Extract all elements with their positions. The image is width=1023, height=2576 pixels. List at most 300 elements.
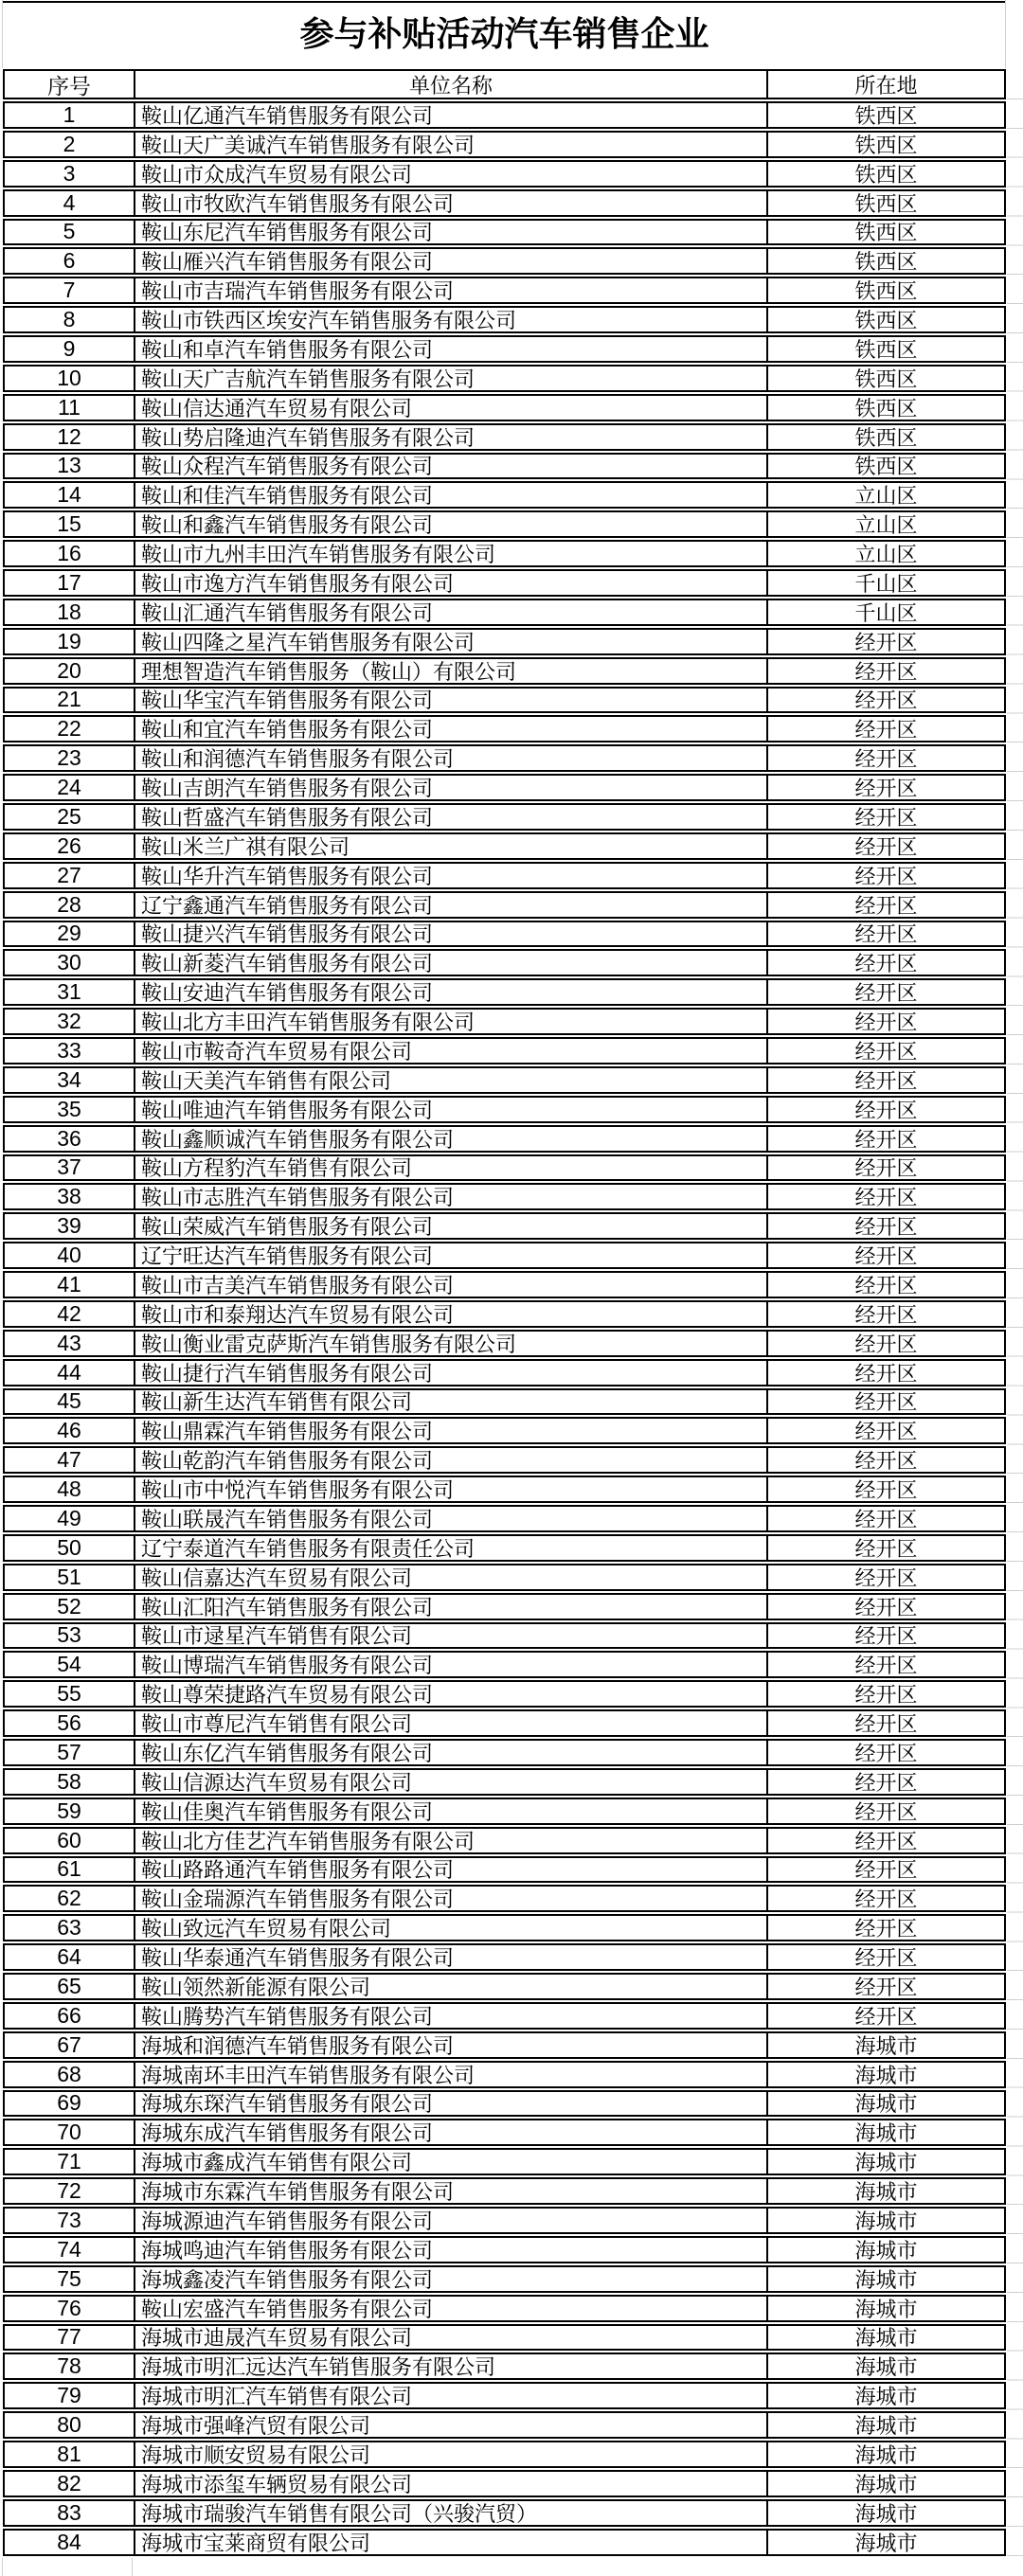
row-number-cell: 81	[5, 2442, 135, 2466]
table-row	[3, 2090, 1006, 2118]
location-cell: 经开区	[766, 1068, 1004, 1092]
company-name-cell: 辽宁旺达汽车销售服务有限公司	[141, 1244, 434, 1267]
company-name-cell: 鞍山信达通汽车贸易有限公司	[141, 396, 413, 420]
location-cell: 海城市	[766, 2120, 1004, 2144]
table-row	[3, 131, 1006, 158]
company-name-cell: 鞍山吉朗汽车销售服务有限公司	[141, 777, 434, 799]
table-row	[3, 2324, 1006, 2352]
company-name-cell: 鞍山路路通汽车销售服务有限公司	[141, 1858, 455, 1882]
location-cell: 经开区	[766, 1741, 1004, 1764]
location-cell: 铁西区	[766, 337, 1004, 361]
company-name-cell: 鞍山捷兴汽车销售服务有限公司	[141, 922, 434, 946]
row-number-cell: 38	[5, 1185, 135, 1208]
location-cell: 经开区	[766, 1302, 1004, 1326]
location-cell: 经开区	[766, 1390, 1004, 1414]
company-name-cell: 鞍山华泰通汽车销售服务有限公司	[141, 1946, 455, 1969]
location-cell: 经开区	[766, 1127, 1004, 1151]
table-row	[3, 1008, 1006, 1035]
table-row	[3, 1622, 1006, 1650]
table-row	[3, 1037, 1006, 1064]
row-number-cell: 64	[5, 1945, 135, 1969]
company-name-cell: 鞍山乾韵汽车销售服务有限公司	[141, 1449, 434, 1473]
row-number-cell: 67	[5, 2033, 135, 2057]
location-cell: 铁西区	[766, 191, 1004, 215]
row-number-cell: 41	[5, 1273, 135, 1297]
table-row	[3, 2236, 1006, 2263]
location-cell: 经开区	[766, 1098, 1004, 1121]
company-name-cell: 理想智造汽车销售服务（鞍山）有限公司	[141, 659, 517, 683]
location-cell: 经开区	[766, 1536, 1004, 1560]
company-name-cell: 海城市明汇汽车销售有限公司	[141, 2385, 413, 2408]
location-cell: 经开区	[766, 805, 1004, 829]
location-cell: 铁西区	[766, 278, 1004, 302]
company-name-cell: 鞍山市吉瑞汽车销售服务有限公司	[141, 279, 455, 303]
location-cell: 经开区	[766, 1711, 1004, 1735]
company-name-cell: 鞍山鑫顺诚汽车销售服务有限公司	[141, 1127, 455, 1151]
row-number-cell: 50	[5, 1536, 135, 1560]
company-name-cell: 海城市瑞骏汽车销售有限公司（兴骏汽贸）	[141, 2501, 538, 2525]
row-number-cell: 34	[5, 1068, 135, 1092]
row-number-cell: 71	[5, 2150, 135, 2174]
dealers-table	[3, 69, 1006, 2556]
company-name-cell: 鞍山宏盛汽车销售服务有限公司	[141, 2297, 434, 2320]
row-number-cell: 54	[5, 1653, 135, 1676]
location-cell: 经开区	[766, 1448, 1004, 1472]
company-name-cell: 海城南环丰田汽车销售服务有限公司	[141, 2063, 476, 2086]
row-number-cell: 44	[5, 1361, 135, 1385]
table-header-row	[3, 69, 1006, 99]
table-row	[3, 1593, 1006, 1620]
row-number-cell: 23	[5, 746, 135, 770]
table-row	[3, 1827, 1006, 1854]
company-name-cell: 鞍山和宜汽车销售服务有限公司	[141, 718, 434, 742]
table-row	[3, 1446, 1006, 1474]
row-number-cell: 51	[5, 1565, 135, 1589]
row-number-cell: 63	[5, 1916, 135, 1940]
location-cell: 海城市	[766, 2179, 1004, 2203]
faint-gridline-bottom-left	[2, 2558, 3, 2576]
company-name-cell: 鞍山市逯星汽车销售有限公司	[141, 1624, 413, 1648]
table-row	[3, 394, 1006, 421]
row-number-cell: 78	[5, 2354, 135, 2378]
company-name-cell: 鞍山市志胜汽车销售服务有限公司	[141, 1186, 455, 1209]
table-row	[3, 891, 1006, 919]
table-row	[3, 2529, 1006, 2556]
table-row	[3, 1271, 1006, 1298]
company-name-cell: 鞍山市牧欧汽车销售服务有限公司	[141, 191, 455, 215]
company-name-cell: 海城鸣迪汽车销售服务有限公司	[141, 2238, 434, 2262]
table-row	[3, 481, 1006, 509]
faint-gridline-bottom-divider	[132, 2558, 133, 2576]
company-name-cell: 鞍山市尊尼汽车销售有限公司	[141, 1712, 413, 1735]
row-number-cell: 10	[5, 367, 135, 390]
company-name-cell: 鞍山市众成汽车贸易有限公司	[141, 162, 413, 186]
company-name-cell: 鞍山市铁西区埃安汽车销售服务有限公司	[141, 309, 517, 331]
location-cell: 经开区	[766, 2004, 1004, 2028]
location-cell: 海城市	[766, 2297, 1004, 2320]
row-number-cell: 62	[5, 1887, 135, 1910]
location-cell: 海城市	[766, 2413, 1004, 2437]
company-name-cell: 鞍山汇通汽车销售服务有限公司	[141, 600, 434, 624]
table-row	[3, 2119, 1006, 2146]
location-cell: 海城市	[766, 2063, 1004, 2086]
table-row	[3, 2207, 1006, 2234]
row-number-cell: 4	[5, 191, 135, 215]
company-name-cell: 鞍山华升汽车销售服务有限公司	[141, 864, 434, 887]
row-number-cell: 2	[5, 133, 135, 156]
table-row	[3, 306, 1006, 333]
row-number-cell: 47	[5, 1448, 135, 1472]
location-cell: 经开区	[766, 1975, 1004, 1998]
row-number-cell: 56	[5, 1711, 135, 1735]
company-name-cell: 海城源迪汽车销售服务有限公司	[141, 2209, 434, 2232]
location-cell: 铁西区	[766, 455, 1004, 478]
row-number-cell: 29	[5, 922, 135, 946]
table-row	[3, 1914, 1006, 1941]
table-row	[3, 277, 1006, 304]
company-name-cell: 鞍山北方丰田汽车销售服务有限公司	[141, 1011, 476, 1033]
table-row	[3, 453, 1006, 480]
location-cell: 经开区	[766, 1477, 1004, 1501]
company-name-cell: 鞍山信嘉达汽车贸易有限公司	[141, 1565, 413, 1589]
location-cell: 经开区	[766, 980, 1004, 1004]
location-cell: 千山区	[766, 571, 1004, 595]
table-row	[3, 2441, 1006, 2468]
location-cell: 经开区	[766, 922, 1004, 946]
company-name-cell: 鞍山北方佳艺汽车销售服务有限公司	[141, 1829, 476, 1852]
row-number-cell: 1	[5, 103, 135, 127]
table-row	[3, 2352, 1006, 2380]
table-row	[3, 2295, 1006, 2322]
row-number-cell: 24	[5, 776, 135, 799]
company-name-cell: 鞍山市鞍奇汽车贸易有限公司	[141, 1039, 413, 1063]
company-name-cell: 鞍山鼎霖汽车销售服务有限公司	[141, 1420, 434, 1443]
location-cell: 铁西区	[766, 133, 1004, 156]
company-name-cell: 鞍山腾势汽车销售服务有限公司	[141, 2004, 434, 2028]
table-row	[3, 2470, 1006, 2497]
company-name-cell: 海城市强峰汽贸有限公司	[141, 2414, 371, 2437]
table-row	[3, 1798, 1006, 1825]
company-name-cell: 鞍山新菱汽车销售服务有限公司	[141, 952, 434, 975]
location-cell: 经开区	[766, 1010, 1004, 1033]
row-number-cell: 5	[5, 221, 135, 244]
location-cell: 经开区	[766, 1624, 1004, 1648]
table-row	[3, 1709, 1006, 1737]
location-cell: 经开区	[766, 893, 1004, 917]
row-number-cell: 6	[5, 249, 135, 273]
company-name-cell: 鞍山雁兴汽车销售服务有限公司	[141, 250, 434, 274]
company-name-cell: 鞍山亿通汽车销售服务有限公司	[141, 103, 434, 127]
company-name-cell: 海城市迪晟汽车贸易有限公司	[141, 2326, 413, 2350]
row-number-cell: 11	[5, 396, 135, 420]
page-title: 参与补贴活动汽车销售企业	[299, 14, 709, 53]
location-cell: 海城市	[766, 2354, 1004, 2378]
location-cell: 经开区	[766, 1945, 1004, 1969]
company-name-cell: 鞍山华宝汽车销售服务有限公司	[141, 689, 434, 712]
table-row	[3, 628, 1006, 655]
table-row	[3, 2265, 1006, 2293]
company-name-cell: 鞍山方程豹汽车销售有限公司	[141, 1156, 413, 1180]
row-number-cell: 42	[5, 1302, 135, 1326]
company-name-cell: 鞍山汇阳汽车销售服务有限公司	[141, 1595, 434, 1619]
row-number-cell: 68	[5, 2063, 135, 2086]
table-row	[3, 949, 1006, 976]
row-number-cell: 75	[5, 2267, 135, 2291]
company-name-cell: 海城鑫凌汽车销售服务有限公司	[141, 2267, 434, 2291]
company-name-cell: 鞍山唯迪汽车销售服务有限公司	[141, 1098, 434, 1121]
right-margin-gridlines	[1007, 70, 1023, 2576]
company-name-cell: 鞍山安迪汽车销售服务有限公司	[141, 981, 434, 1005]
location-cell: 海城市	[766, 2209, 1004, 2232]
company-name-cell: 鞍山势启隆迪汽车销售服务有限公司	[141, 425, 476, 449]
location-cell: 铁西区	[766, 367, 1004, 390]
row-number-cell: 14	[5, 483, 135, 507]
table-row	[3, 2411, 1006, 2439]
location-cell: 立山区	[766, 483, 1004, 507]
table-row	[3, 1066, 1006, 1094]
table-row	[3, 1330, 1006, 1357]
row-number-cell: 17	[5, 571, 135, 595]
company-name-cell: 鞍山四隆之星汽车销售服务有限公司	[141, 630, 476, 653]
row-number-cell: 82	[5, 2472, 135, 2496]
company-name-cell: 鞍山市逸方汽车销售服务有限公司	[141, 571, 455, 595]
row-number-cell: 74	[5, 2238, 135, 2262]
table-row	[3, 921, 1006, 948]
table-row	[3, 1154, 1006, 1182]
row-number-cell: 3	[5, 162, 135, 186]
company-name-cell: 鞍山天美汽车销售有限公司	[141, 1068, 392, 1092]
company-name-cell: 鞍山东亿汽车销售服务有限公司	[141, 1741, 434, 1764]
table-row	[3, 2148, 1006, 2175]
table-row	[3, 569, 1006, 597]
table-row	[3, 1505, 1006, 1532]
table-row	[3, 2031, 1006, 2059]
row-number-cell: 60	[5, 1829, 135, 1852]
row-number-cell: 61	[5, 1858, 135, 1882]
table-row	[3, 978, 1006, 1006]
table-row	[3, 510, 1006, 538]
row-number-cell: 9	[5, 337, 135, 361]
location-cell: 经开区	[766, 746, 1004, 770]
row-number-cell: 39	[5, 1214, 135, 1238]
row-number-cell: 33	[5, 1039, 135, 1063]
row-number-cell: 84	[5, 2531, 135, 2554]
location-cell: 经开区	[766, 1653, 1004, 1676]
location-cell: 经开区	[766, 1273, 1004, 1297]
row-number-cell: 15	[5, 512, 135, 536]
company-name-cell: 鞍山市九州丰田汽车销售服务有限公司	[141, 543, 496, 565]
header-location: 所在地	[766, 71, 1004, 98]
row-number-cell: 26	[5, 834, 135, 858]
company-name-cell: 海城东琛汽车销售服务有限公司	[141, 2092, 434, 2116]
table-row	[3, 1739, 1006, 1766]
row-number-cell: 22	[5, 717, 135, 741]
location-cell: 经开区	[766, 630, 1004, 653]
row-number-cell: 57	[5, 1741, 135, 1764]
location-cell: 经开区	[766, 1565, 1004, 1589]
location-cell: 海城市	[766, 2531, 1004, 2554]
row-number-cell: 20	[5, 659, 135, 683]
company-name-cell: 海城市明汇远达汽车销售服务有限公司	[141, 2355, 496, 2379]
location-cell: 经开区	[766, 1507, 1004, 1530]
location-cell: 海城市	[766, 2033, 1004, 2057]
location-cell: 经开区	[766, 1887, 1004, 1910]
table-row	[3, 423, 1006, 451]
table-row	[3, 1680, 1006, 1708]
row-number-cell: 65	[5, 1975, 135, 1998]
table-row	[3, 832, 1006, 860]
company-name-cell: 鞍山荣威汽车销售服务有限公司	[141, 1215, 434, 1239]
table-row	[3, 365, 1006, 392]
row-number-cell: 19	[5, 630, 135, 653]
row-number-cell: 28	[5, 893, 135, 917]
company-name-cell: 海城东成汽车销售服务有限公司	[141, 2121, 434, 2145]
row-number-cell: 13	[5, 455, 135, 478]
row-number-cell: 69	[5, 2092, 135, 2116]
location-cell: 经开区	[766, 1682, 1004, 1706]
company-name-cell: 鞍山尊荣捷路汽车贸易有限公司	[141, 1683, 434, 1707]
row-number-cell: 48	[5, 1477, 135, 1501]
table-row	[3, 803, 1006, 831]
row-number-cell: 53	[5, 1624, 135, 1648]
row-number-cell: 18	[5, 600, 135, 624]
company-name-cell: 鞍山和卓汽车销售服务有限公司	[141, 337, 434, 361]
location-cell: 经开区	[766, 717, 1004, 741]
location-cell: 经开区	[766, 1595, 1004, 1619]
row-number-cell: 77	[5, 2326, 135, 2350]
location-cell: 经开区	[766, 659, 1004, 683]
table-row	[3, 1534, 1006, 1562]
row-number-cell: 21	[5, 689, 135, 712]
location-cell: 经开区	[766, 1770, 1004, 1794]
company-name-cell: 海城和润德汽车销售服务有限公司	[141, 2033, 455, 2057]
company-name-cell: 鞍山哲盛汽车销售服务有限公司	[141, 805, 434, 829]
location-cell: 经开区	[766, 1799, 1004, 1823]
row-number-cell: 32	[5, 1010, 135, 1033]
header-company-name: 单位名称	[408, 73, 493, 98]
location-cell: 千山区	[766, 600, 1004, 624]
location-cell: 铁西区	[766, 396, 1004, 420]
company-name-cell: 海城市顺安贸易有限公司	[141, 2442, 371, 2466]
table-row	[3, 247, 1006, 275]
location-cell: 经开区	[766, 1419, 1004, 1442]
table-row	[3, 1417, 1006, 1444]
row-number-cell: 25	[5, 805, 135, 829]
table-row	[3, 1564, 1006, 1591]
location-cell: 经开区	[766, 864, 1004, 887]
table-row	[3, 189, 1006, 217]
company-name-cell: 鞍山和鑫汽车销售服务有限公司	[141, 513, 434, 537]
row-number-cell: 16	[5, 542, 135, 565]
company-name-cell: 海城市添玺车辆贸易有限公司	[141, 2472, 413, 2496]
location-cell: 经开区	[766, 1243, 1004, 1267]
row-number-cell: 66	[5, 2004, 135, 2028]
company-name-cell: 辽宁泰道汽车销售服务有限责任公司	[141, 1536, 476, 1560]
row-number-cell: 55	[5, 1682, 135, 1706]
company-name-cell: 鞍山联晟汽车销售服务有限公司	[141, 1507, 434, 1530]
row-number-cell: 37	[5, 1156, 135, 1180]
row-number-cell: 83	[5, 2501, 135, 2525]
row-number-cell: 27	[5, 864, 135, 887]
table-row	[3, 1885, 1006, 1912]
table-row	[3, 599, 1006, 626]
row-number-cell: 40	[5, 1243, 135, 1267]
company-name-cell: 鞍山金瑞源汽车销售服务有限公司	[141, 1887, 455, 1911]
table-row	[3, 715, 1006, 742]
table-row	[3, 2382, 1006, 2409]
location-cell: 铁西区	[766, 162, 1004, 186]
company-name-cell: 鞍山天广吉航汽车销售服务有限公司	[141, 367, 476, 390]
location-cell: 铁西区	[766, 103, 1004, 127]
row-number-cell: 58	[5, 1770, 135, 1794]
row-number-cell: 70	[5, 2120, 135, 2144]
company-name-cell: 鞍山信源达汽车贸易有限公司	[141, 1770, 413, 1794]
row-number-cell: 79	[5, 2384, 135, 2407]
table-row	[3, 219, 1006, 246]
row-number-cell: 35	[5, 1098, 135, 1121]
location-cell: 海城市	[766, 2501, 1004, 2525]
row-number-cell: 80	[5, 2413, 135, 2437]
table-row	[3, 1651, 1006, 1678]
location-cell: 经开区	[766, 1332, 1004, 1355]
table-row	[3, 540, 1006, 567]
table-row	[3, 160, 1006, 188]
location-cell: 经开区	[766, 776, 1004, 799]
table-row	[3, 744, 1006, 772]
table-row	[3, 1096, 1006, 1123]
row-number-cell: 31	[5, 980, 135, 1004]
company-name-cell: 鞍山博瑞汽车销售服务有限公司	[141, 1654, 434, 1677]
table-row	[3, 1973, 1006, 2000]
company-name-cell: 鞍山致远汽车贸易有限公司	[141, 1917, 392, 1941]
location-cell: 经开区	[766, 1214, 1004, 1238]
table-row	[3, 862, 1006, 889]
location-cell: 立山区	[766, 542, 1004, 565]
location-cell: 铁西区	[766, 221, 1004, 244]
table-row	[3, 774, 1006, 801]
row-number-cell: 73	[5, 2209, 135, 2232]
row-number-cell: 76	[5, 2297, 135, 2320]
table-row	[3, 2177, 1006, 2205]
table-row	[3, 1943, 1006, 1971]
company-name-cell: 鞍山天广美诚汽车销售服务有限公司	[141, 133, 476, 156]
location-cell: 海城市	[766, 2092, 1004, 2116]
table-row	[3, 1856, 1006, 1884]
location-cell: 铁西区	[766, 425, 1004, 449]
table-row	[3, 1768, 1006, 1796]
company-name-cell: 海城市东霖汽车销售服务有限公司	[141, 2180, 455, 2203]
table-row	[3, 101, 1006, 129]
company-name-cell: 鞍山米兰广祺有限公司	[141, 834, 350, 858]
location-cell: 海城市	[766, 2326, 1004, 2350]
location-cell: 海城市	[766, 2267, 1004, 2291]
company-name-cell: 鞍山和润德汽车销售服务有限公司	[141, 747, 455, 771]
location-cell: 海城市	[766, 2238, 1004, 2262]
row-number-cell: 52	[5, 1595, 135, 1619]
location-cell: 经开区	[766, 834, 1004, 858]
location-cell: 经开区	[766, 1361, 1004, 1385]
table-row	[3, 1300, 1006, 1328]
company-name-cell: 鞍山东尼汽车销售服务有限公司	[141, 221, 434, 244]
location-cell: 海城市	[766, 2150, 1004, 2174]
location-cell: 海城市	[766, 2442, 1004, 2466]
table-row	[3, 335, 1006, 363]
company-name-cell: 海城市鑫成汽车销售有限公司	[141, 2151, 413, 2174]
company-name-cell: 鞍山众程汽车销售服务有限公司	[141, 455, 434, 478]
location-cell: 经开区	[766, 1916, 1004, 1940]
location-cell: 经开区	[766, 1858, 1004, 1882]
table-row	[3, 2499, 1006, 2527]
